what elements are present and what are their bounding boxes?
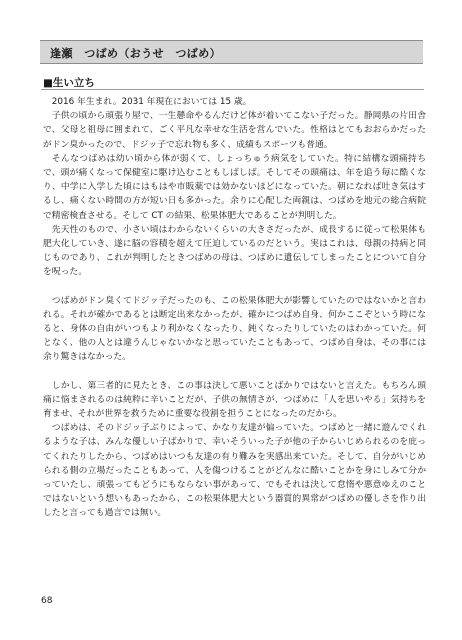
paragraph-childhood: 子供の頃から頑張り屋で、一生懸命やるんだけど体が着いてこない子だった。静岡県の片田舎で、父母と祖母に囲まれて、ごく平凡な幸せな生活を営んでいた。性格はとてもおおらかだったがドン臭かったので、ドジッ子で忘れ物も多く、成績もスポーツも普通。 xyxy=(43,111,426,150)
body-text xyxy=(43,95,426,521)
chapter-title: 逢瀬 つばめ（おうせ つばめ） xyxy=(50,47,221,60)
paragraph-illness: そんなつばめは幼い頃から体が弱くて、しょっちゅう病気をしていた。特に結構な頭痛持ちで、頭が痛くなって保健室に駆け込むこともしばしば。そしてその頭痛は、年を追う毎に酷くなり、中学に入学した頃にはもはや市販薬では効かないほどになっていた。朝になれば吐き気はするし、痛くない時間の方が短い日も多かった。余りに心配した両親は、つばめを地元の総合病院で精密検査させる。そして CT の結果、松果体肥大であることが判明した。 xyxy=(43,153,426,221)
paragraph-congenital: 先天性のもので、小さい頃はわからないくらいの大きさだったが、成長するに従って松果体も肥大化していき、遂に脳の容積を超えて圧迫しているのだという。実はこれは、母親の持病と同じものであり、これが判明したときつばめの母は、つばめに遺伝してしまったことについて自分を呪った。 xyxy=(43,224,426,278)
paragraph-friends: つばめは、そのドジッ子ぶりによって、かなり友達が偏っていた。つばめと一緒に遊んでくれるような子は、みんな優しい子ばかりで、幸いそういった子が他の子からいじめられるのを庇ってくれたりしたから、つばめはいつも友達の有り難みを実感出来ていた。そして、自分がいじめられる側の立場だったこともあって、人を傷つけることがどんなに酷いことかを身にしみて分かっていたし、頑張ってもどうにもならない事があって、でもそれは決して怠惰や悪意ゆえのことではないという想いもあったから、この松果体肥大という器質的異常がつばめの優しさを作り出したと言っても過言では無い。 xyxy=(43,423,426,519)
paragraph-perspective: しかし、第三者的に見たとき、この事は決して悪いことばかりではないと言えた。もちろん頭痛に悩まされるのは純粋に辛いことだが、子供の無情さが、つばめに「人を思いやる」気持ちを育ませ、それが世界を救うために重要な役割を担うことになったのだから。 xyxy=(43,380,426,420)
paragraph-birth: 2016 年生まれ。2031 年現在においては 15 歳。 xyxy=(51,97,252,107)
page-number: 68 xyxy=(41,596,53,606)
section-divider xyxy=(41,89,424,90)
section-heading: ■生い立ち xyxy=(43,77,95,89)
paragraph-clumsiness: つばめがドン臭くてドジッ子だったのも、この松果体肥大が影響していたのではないかと言われる。それが確かであるとは断定出来なかったが、確かにつばめ自身、何かここぞという時になると、身体の自由がいつもより利かなくなったり、鈍くなったりしていたのはわかっていた。何となく、他の人とは違うんじゃないかなと思っていたこともあって、つばめ自身は、その事には余り驚きはなかった。 xyxy=(43,295,426,363)
